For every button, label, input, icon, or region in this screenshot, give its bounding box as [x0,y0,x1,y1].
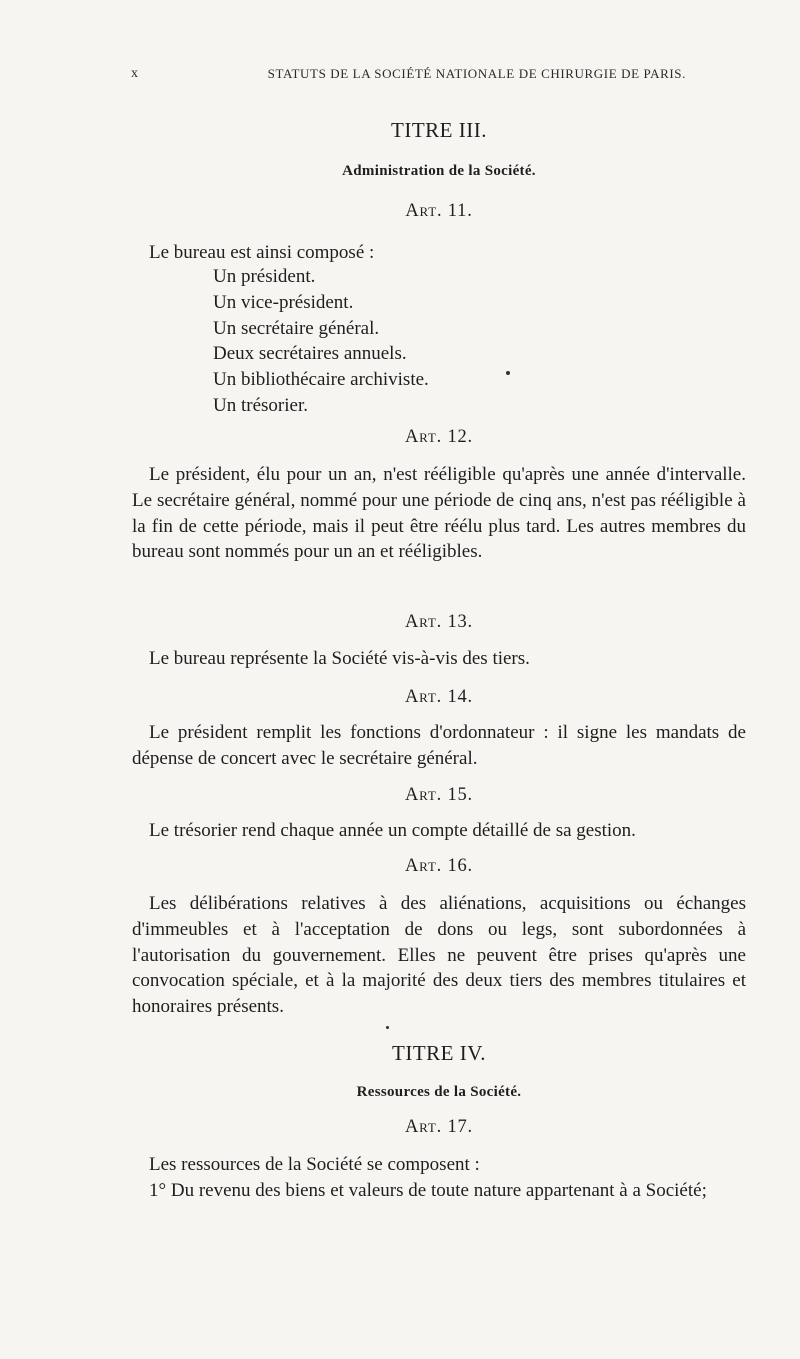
scan-speck [506,371,510,375]
art-13-text: Le bureau représente la Société vis-à-vis des tiers. [149,648,530,669]
page-number: x [131,66,139,81]
list-item: Un vice-président. [213,291,354,313]
titre-4-heading: TITRE IV. [392,1041,486,1065]
art-16-text: Les délibérations relatives à des aliénations, acquisitions ou échanges d'immeubles et à l'acceptation de dons ou legs, sont subordonnées à l'autorisation du gouvernement. Elles ne peuvent être prises qu'après une convocation spéciale, et à la majorité des deux tiers des membres titulaires et honoraires présents. [132,893,746,1018]
art-11-label-text: Art. 11. [405,201,473,221]
list-item: Un trésorier. [213,394,308,416]
art-13-label [132,612,746,633]
art-14-label-text: Art. 14. [405,687,473,707]
art-12-text: Le président, élu pour un an, n'est rééligible qu'après une année d'intervalle. Le secrétaire général, nommé pour une période de cinq ans, n'est pas rééligible à la fin de cette période, mais il peut être réélu plus tard. Les autres membres du bureau sont nommés pour un an et rééligibles. [132,464,746,563]
art-17-intro: Les ressources de la Société se composent : [149,1154,480,1175]
running-header [131,66,686,82]
art-15-text: Le trésorier rend chaque année un compte détaillé de sa gestion. [149,820,636,841]
art-16-label-text: Art. 16. [405,856,473,876]
titre-4-subheading: Ressources de la Société. [356,1084,522,1100]
art-14-text: Le président remplit les fonctions d'ordonnateur : il signe les mandats de dépense de concert avec le secrétaire général. [132,722,746,769]
art-13-label-text: Art. 13. [405,612,473,632]
art-15-label [132,785,746,806]
titre-3-heading: TITRE III. [391,118,487,142]
art-17-item-1: 1° Du revenu des biens et valeurs de toute nature appartenant à a Société; [149,1180,707,1201]
art-17-label-text: Art. 17. [405,1117,473,1137]
scan-speck [386,1026,389,1029]
list-item: Deux secrétaires annuels. [213,343,407,365]
running-title: STATUTS DE LA SOCIÉTÉ NATIONALE DE CHIRURGIE DE PARIS. [267,66,686,81]
art-14-label [132,687,746,708]
list-item: Un président. [213,266,316,287]
list-item: Un secrétaire général. [213,317,380,339]
list-item: Un bibliothécaire archiviste. [213,369,429,391]
art-15-label-text: Art. 15. [405,785,473,805]
titre-3-subheading: Administration de la Société. [342,163,536,179]
art-11-label [132,201,746,222]
art-12-label [132,427,746,448]
art-17-label [132,1117,746,1138]
art-12-label-text: Art. 12. [405,427,473,447]
art-11-intro: Le bureau est ainsi composé : [149,242,375,263]
bureau-members-list [213,264,429,419]
art-16-label [132,856,746,877]
